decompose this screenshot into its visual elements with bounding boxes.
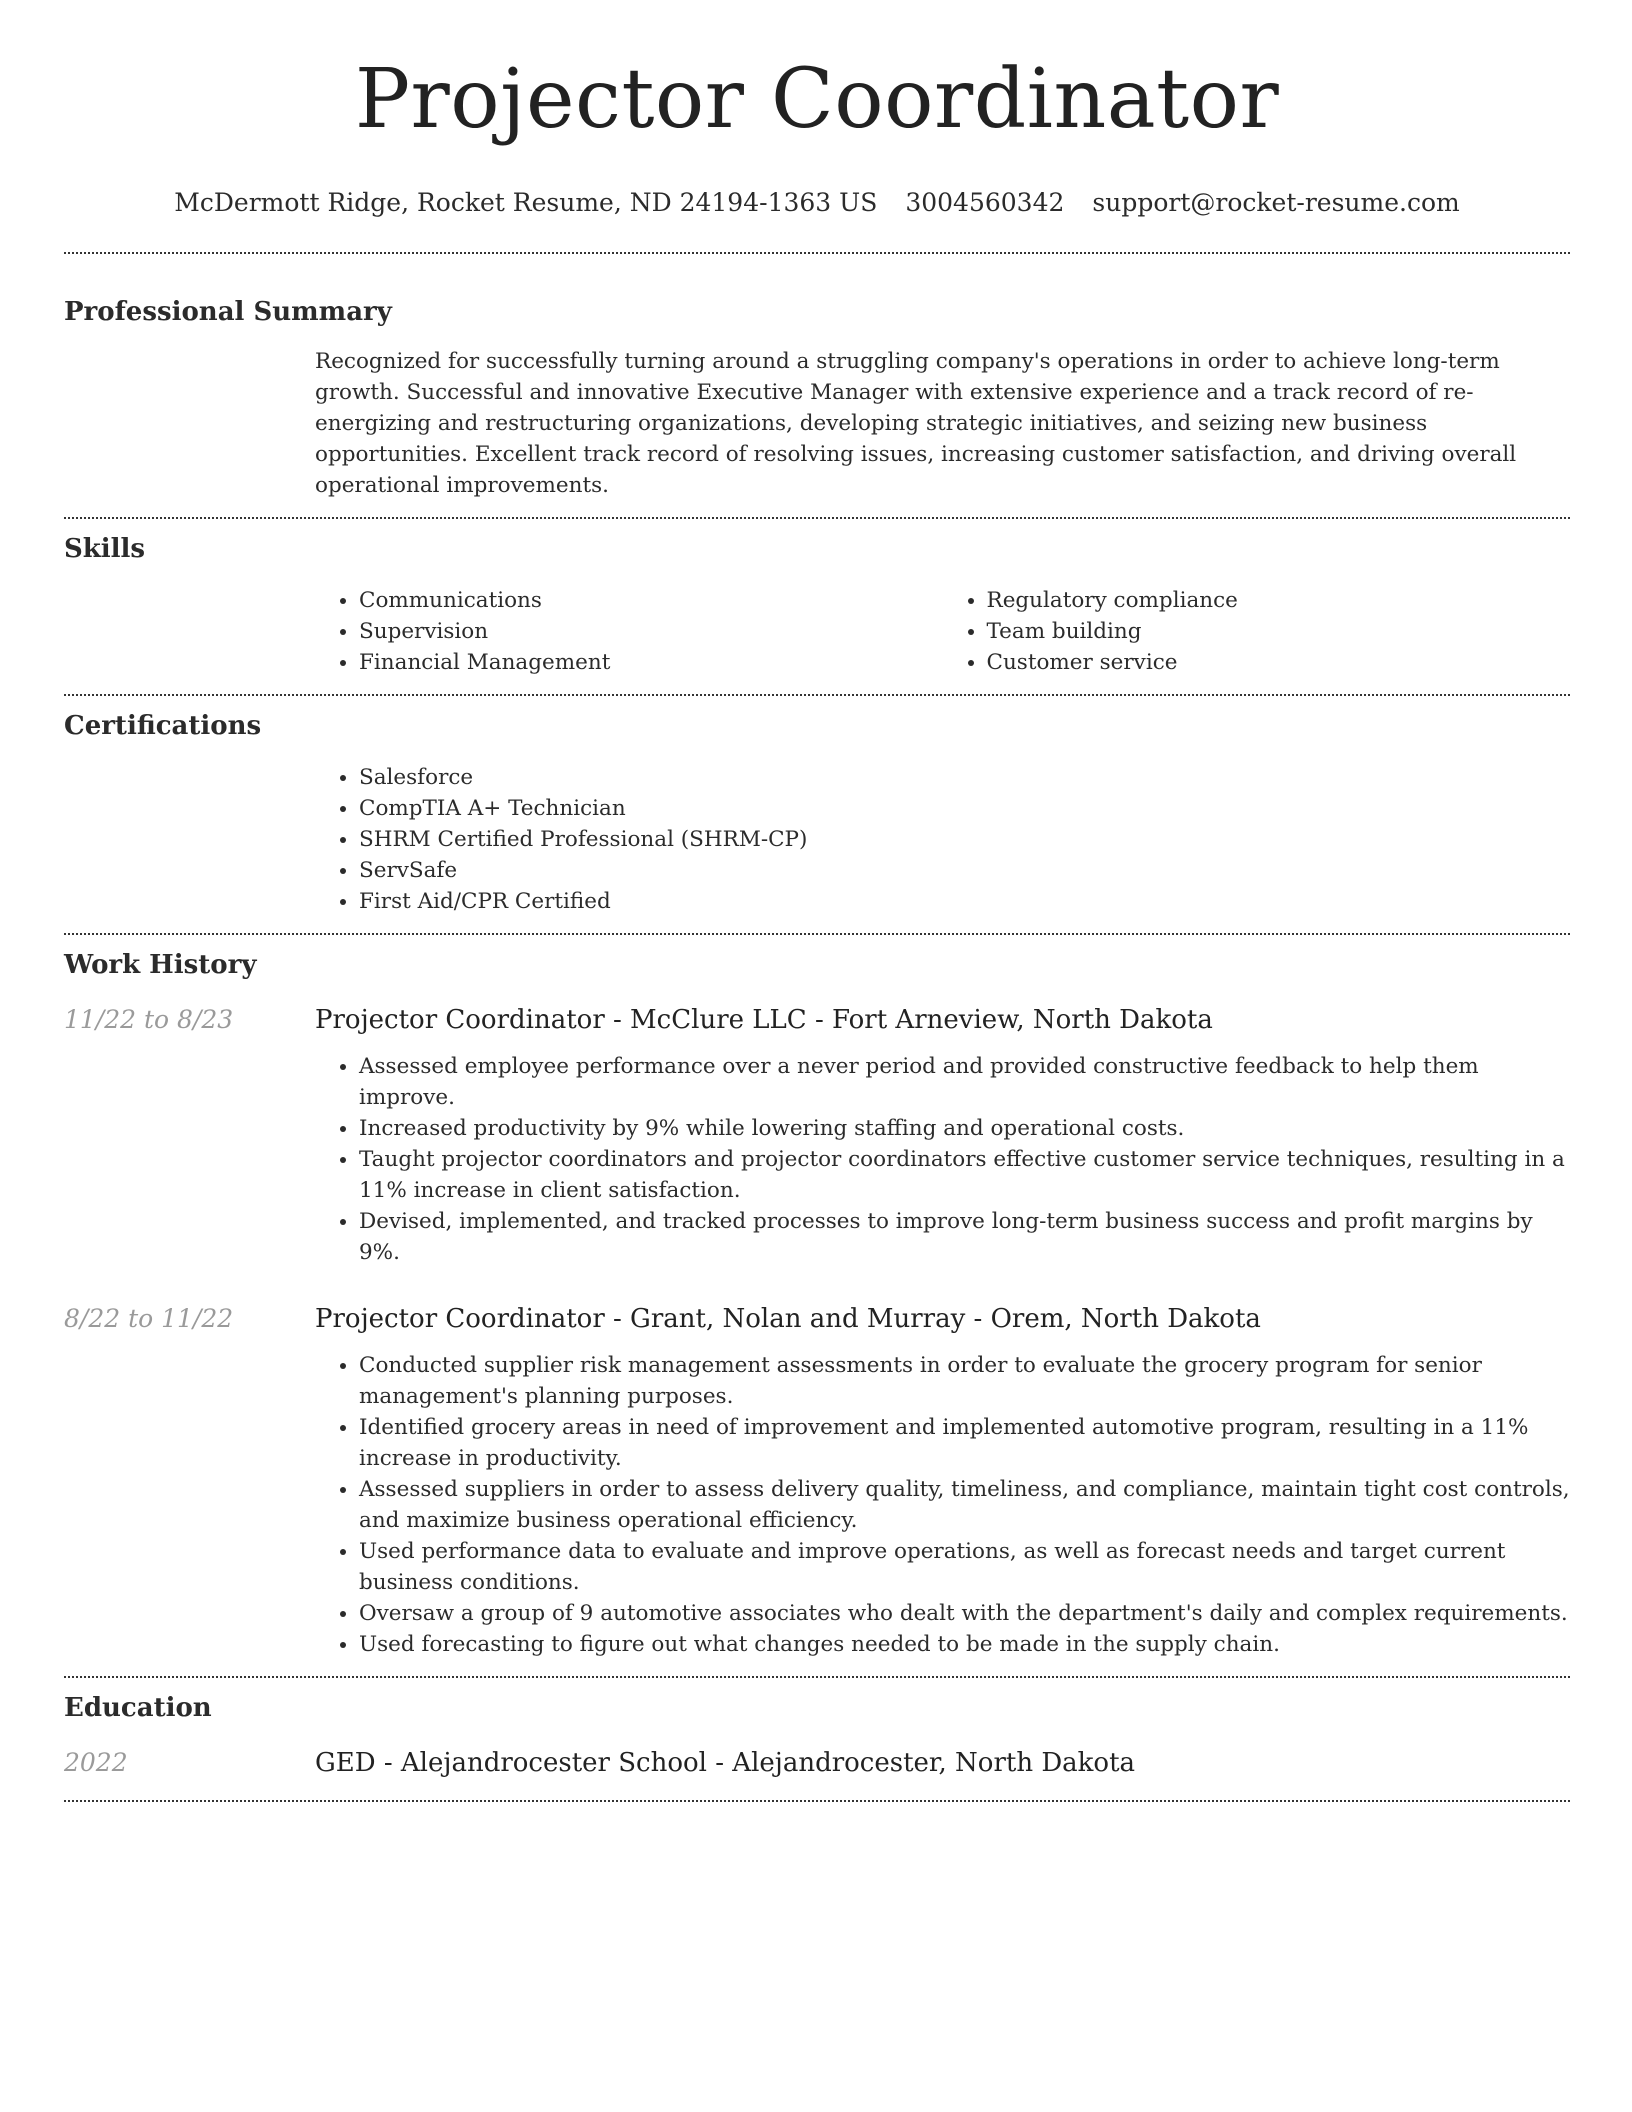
certifications-title: Certifications	[64, 711, 262, 741]
job-bullets	[315, 1350, 1570, 1660]
list-item: • Used performance data to evaluate and improve operations, as well as forecast needs and target current business conditions.	[359, 1536, 1570, 1598]
skills-title: Skills	[64, 534, 146, 564]
work-title: Work History	[64, 950, 257, 980]
job-dates: 11/22 to 8/23	[64, 1005, 234, 1034]
candidate-name: Projector Coordinator	[354, 52, 1280, 147]
list-item: • Assessed employee performance over a never period and provided constructive feedback to help them improve.	[359, 1051, 1570, 1113]
certifications-section	[64, 696, 1570, 933]
contact-phone: 3004560342	[905, 188, 1065, 217]
list-item: • ServSafe	[359, 855, 1570, 886]
summary-title: Professional Summary	[64, 297, 392, 327]
job-details	[315, 1051, 1570, 1268]
job-heading: Projector Coordinator - McClure LLC - Fort Arneview, North Dakota	[315, 1005, 1213, 1035]
job-details	[315, 1350, 1570, 1660]
skills-list-left	[315, 585, 943, 678]
certifications-content	[315, 762, 1570, 917]
list-item: • CompTIA A+ Technician	[359, 793, 1570, 824]
list-item: • Identified grocery areas in need of improvement and implemented automotive program, resulting in a 11% increase in productivity.	[359, 1412, 1570, 1474]
skills-grid	[315, 585, 1570, 678]
list-item: • Assessed suppliers in order to assess delivery quality, timeliness, and compliance, maintain tight cost controls, and maximize business operational efficiency.	[359, 1474, 1570, 1536]
list-item: • Used forecasting to figure out what changes needed to be made in the supply chain.	[359, 1629, 1570, 1660]
divider	[64, 1800, 1570, 1802]
contact-line	[64, 186, 1570, 220]
job-heading: Projector Coordinator - Grant, Nolan and Murray - Orem, North Dakota	[315, 1304, 1261, 1334]
work-section	[64, 935, 1570, 1676]
education-title: Education	[64, 1693, 212, 1723]
summary-section	[64, 254, 1570, 517]
resume-page	[64, 0, 1570, 1802]
list-item: • Salesforce	[359, 762, 1570, 793]
list-item: • Supervision	[359, 616, 943, 647]
skills-list-right	[943, 585, 1571, 678]
list-item: • Financial Management	[359, 647, 943, 678]
list-item: • Communications	[359, 585, 943, 616]
list-item: • First Aid/CPR Certified	[359, 886, 1570, 917]
education-heading: GED - Alejandrocester School - Alejandrocester, North Dakota	[315, 1748, 1136, 1778]
list-item: • Conducted supplier risk management assessments in order to evaluate the grocery program for senior management's planning purposes.	[359, 1350, 1570, 1412]
summary-text: Recognized for successfully turning around a struggling company's operations in order to achieve long-term growth. Successful and innovative Executive Manager with extensive experience and a track record of re-energizing and restructuring organizations, developing strategic initiatives, and seizing new business opportunities. Excellent track record of resolving issues, increasing customer satisfaction, and driving overall operational improvements.	[315, 349, 1517, 498]
education-entry	[64, 1746, 1570, 1780]
job-entry	[64, 1302, 1570, 1660]
education-year: 2022	[64, 1748, 128, 1777]
list-item: • Customer service	[987, 647, 1571, 678]
skills-section	[64, 519, 1570, 694]
job-dates: 8/22 to 11/22	[64, 1304, 234, 1333]
list-item: • Taught projector coordinators and projector coordinators effective customer service techniques, resulting in a 11% increase in client satisfaction.	[359, 1144, 1570, 1206]
education-section	[64, 1678, 1570, 1800]
list-item: • SHRM Certified Professional (SHRM-CP)	[359, 824, 1570, 855]
job-entry	[64, 1003, 1570, 1268]
list-item: • Oversaw a group of 9 automotive associates who dealt with the department's daily and complex requirements.	[359, 1598, 1570, 1629]
list-item: • Increased productivity by 9% while lowering staffing and operational costs.	[359, 1113, 1570, 1144]
job-bullets	[315, 1051, 1570, 1268]
certifications-list	[315, 762, 1570, 917]
list-item: • Regulatory compliance	[987, 585, 1571, 616]
list-item: • Team building	[987, 616, 1571, 647]
list-item: • Devised, implemented, and tracked processes to improve long-term business success and profit margins by 9%.	[359, 1206, 1570, 1268]
contact-email: support@rocket-resume.com	[1092, 188, 1460, 217]
contact-address: McDermott Ridge, Rocket Resume, ND 24194-1363 US	[174, 188, 878, 217]
